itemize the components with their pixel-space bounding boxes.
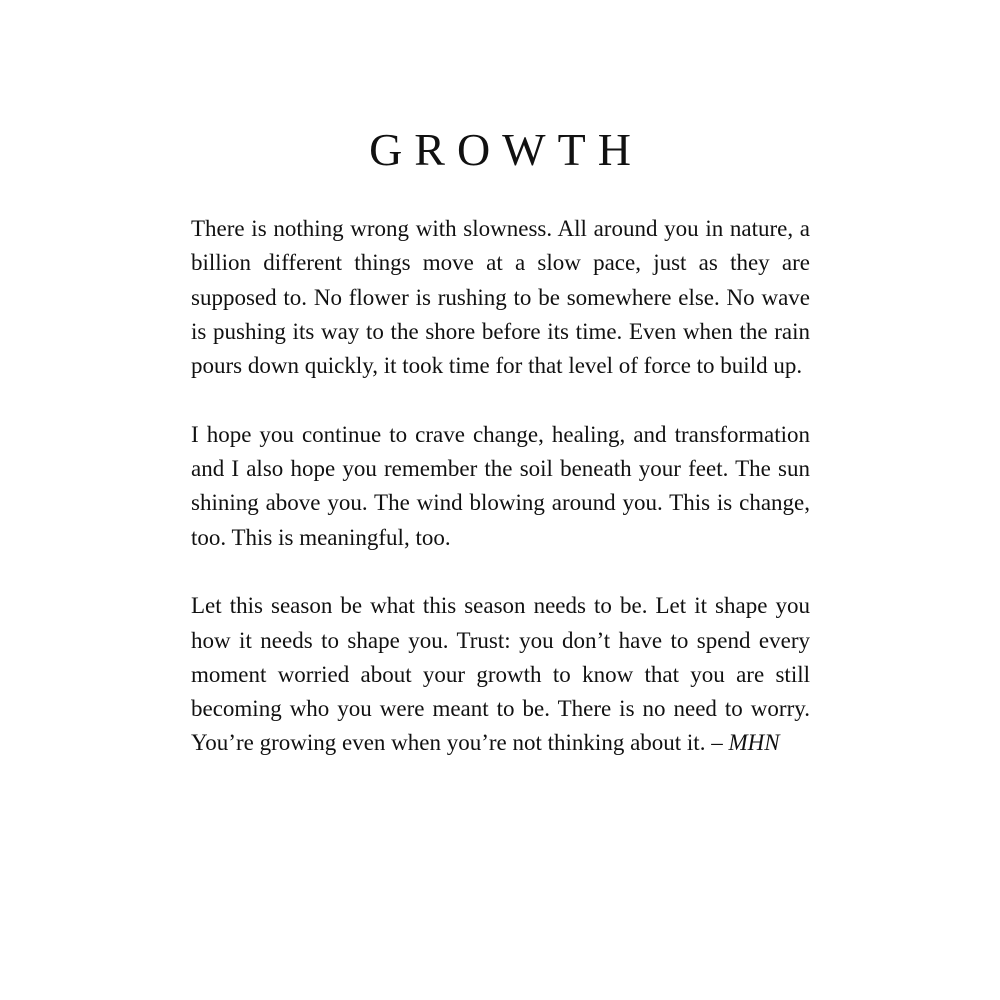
paragraph-3-text: Let this season be what this season needs to be. Let it shape you how it needs to shape you. Trust: you don’t have to spend every moment worried about your growth to know that you are still becoming who you were meant to be. There is no need to worry. You’re growing even when you’re not thinking about it. – (191, 593, 810, 756)
paragraph-3 (191, 589, 810, 760)
paragraph-1: There is nothing wrong with slowness. All around you in nature, a billion different things move at a slow pace, just as they are supposed to. No flower is rushing to be somewhere else. No wave is pushing its way to the shore before its time. Even when the rain pours down quickly, it took time for that level of force to build up. (191, 216, 810, 379)
page-title: GROWTH (369, 124, 643, 175)
quote-body (191, 212, 810, 761)
paragraph-2: I hope you continue to crave change, healing, and transformation and I also hope you remember the soil beneath your feet. The sun shining above you. The wind blowing around you. This is change, too. This is meaningful, too. (191, 421, 810, 550)
author-signature: MHN (728, 730, 780, 756)
